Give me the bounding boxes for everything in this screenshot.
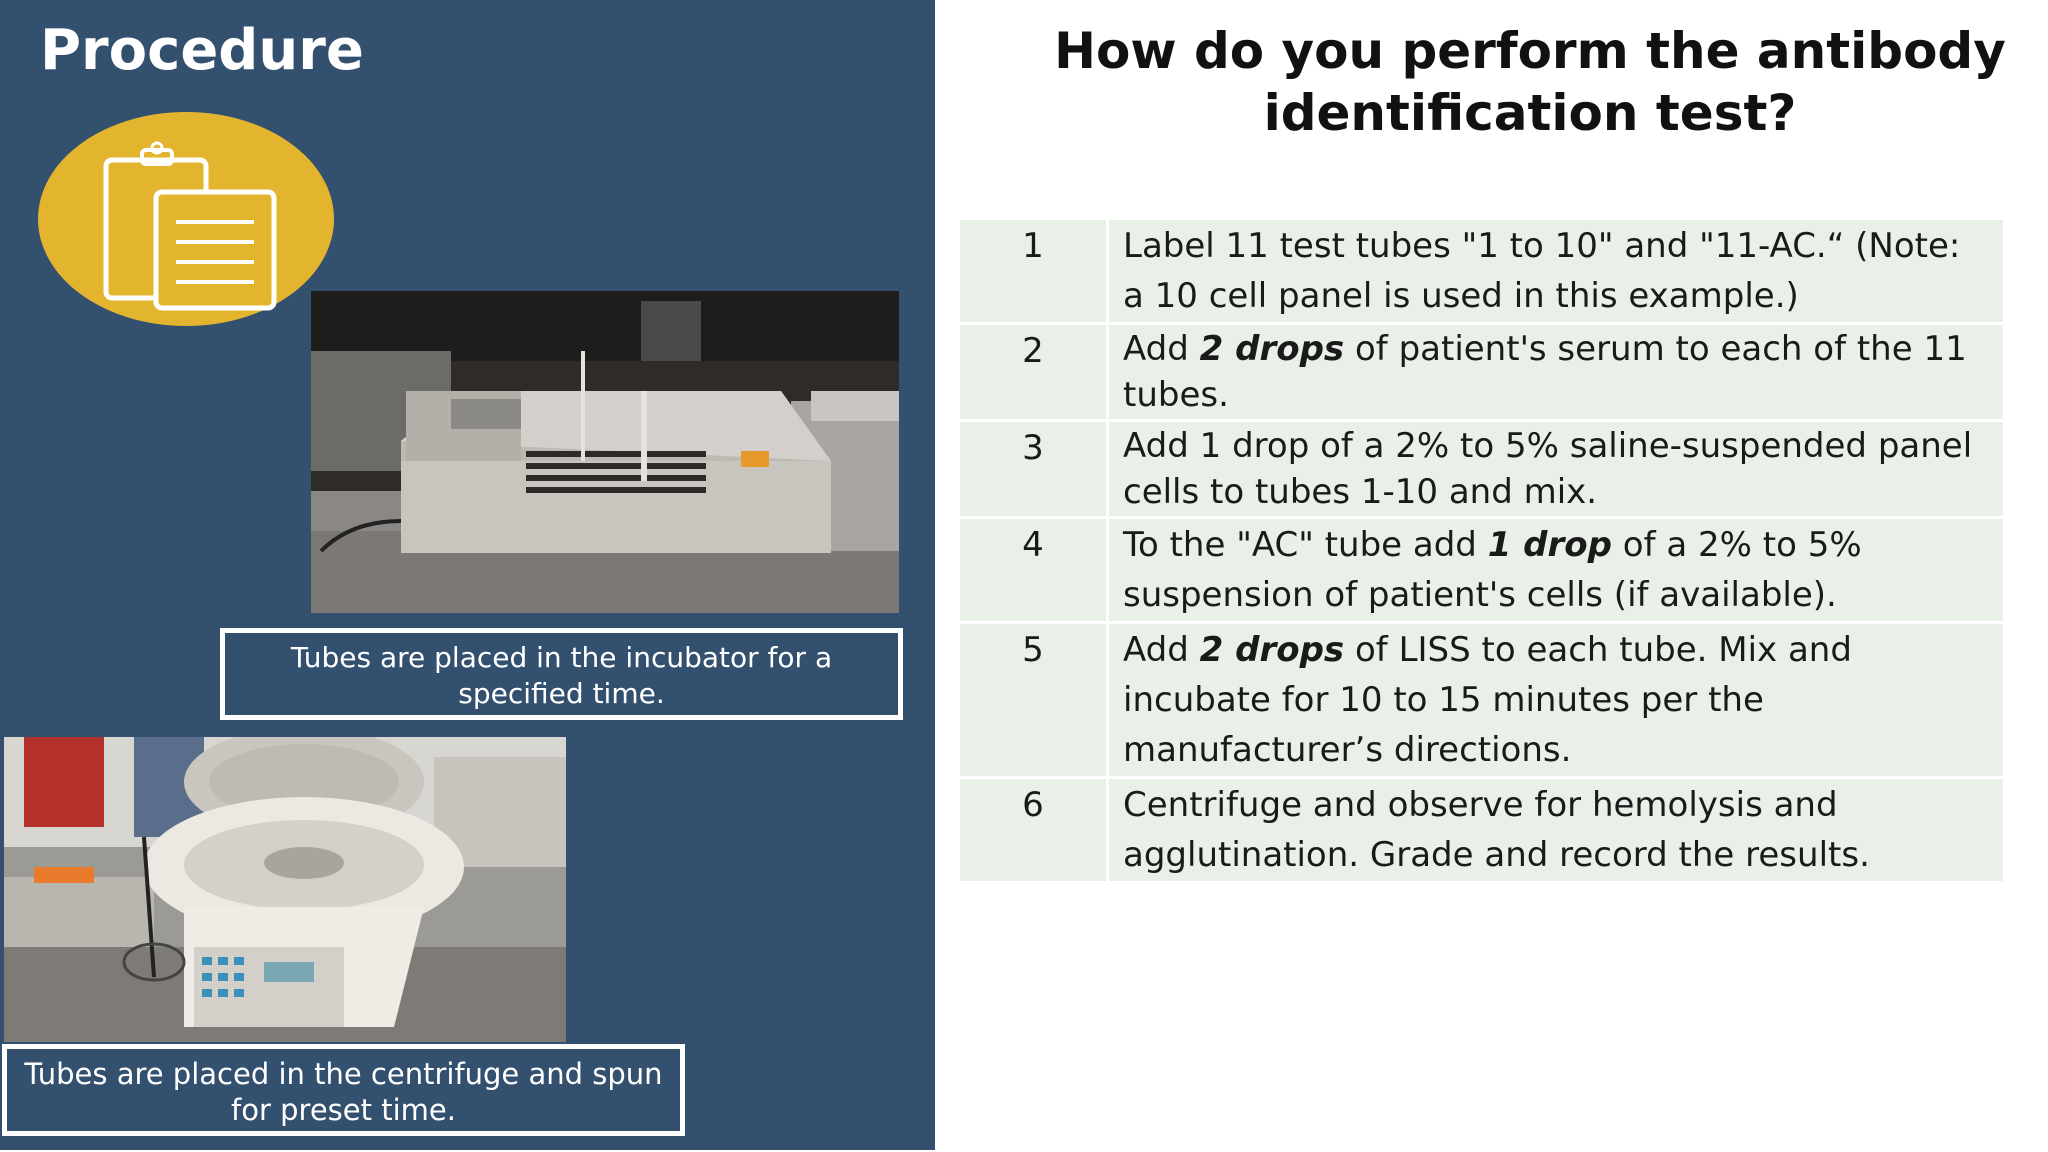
step-text: Centrifuge and observe for hemolysis and agglutination. Grade and record the results. bbox=[1109, 779, 2003, 884]
centrifuge-caption: Tubes are placed in the centrifuge and spun for preset time. bbox=[2, 1044, 685, 1136]
step-row bbox=[960, 624, 2003, 779]
step-number: 3 bbox=[960, 422, 1109, 519]
step-text bbox=[1109, 325, 2003, 422]
steps-table bbox=[960, 220, 2003, 884]
step-number: 1 bbox=[960, 220, 1109, 325]
step-number: 4 bbox=[960, 519, 1109, 624]
step-text-pre: To the "AC" tube add bbox=[1123, 525, 1488, 565]
left-panel bbox=[0, 0, 935, 1152]
step-row bbox=[960, 325, 2003, 422]
clipboard-icon-circle bbox=[38, 112, 334, 326]
step-row bbox=[960, 422, 2003, 519]
step-emphasis: 2 drops bbox=[1199, 630, 1345, 670]
step-row bbox=[960, 779, 2003, 884]
incubator-photo bbox=[311, 291, 899, 613]
step-row bbox=[960, 519, 2003, 624]
step-row bbox=[960, 220, 2003, 325]
main-title: How do you perform the antibody identification test? bbox=[1054, 22, 2006, 142]
step-number: 5 bbox=[960, 624, 1109, 779]
incubator-caption: Tubes are placed in the incubator for a specified time. bbox=[220, 628, 903, 720]
step-text: Label 11 test tubes "1 to 10" and "11-AC.“ (Note: a 10 cell panel is used in this example.) bbox=[1109, 220, 2003, 325]
step-text-pre: Add bbox=[1123, 329, 1200, 369]
step-text bbox=[1109, 624, 2003, 779]
step-number: 2 bbox=[960, 325, 1109, 422]
step-text bbox=[1109, 519, 2003, 624]
step-emphasis: 2 drops bbox=[1199, 329, 1345, 369]
centrifuge-photo bbox=[4, 737, 566, 1042]
step-text-post: of a 2% to 5% suspension of patient's cells (if available). bbox=[1123, 525, 1862, 615]
section-title: Procedure bbox=[40, 18, 364, 83]
step-emphasis: 1 drop bbox=[1487, 525, 1612, 565]
clipboard-icon bbox=[38, 112, 334, 326]
step-text-post: of LISS to each tube. Mix and incubate for 10 to 15 minutes per the manufacturer’s directions. bbox=[1123, 630, 1852, 770]
step-text-post: of patient's serum to each of the 11 tubes. bbox=[1123, 329, 1967, 415]
step-number: 6 bbox=[960, 779, 1109, 884]
step-text: Add 1 drop of a 2% to 5% saline-suspended panel cells to tubes 1-10 and mix. bbox=[1109, 422, 2003, 519]
step-text-pre: Add bbox=[1123, 630, 1200, 670]
